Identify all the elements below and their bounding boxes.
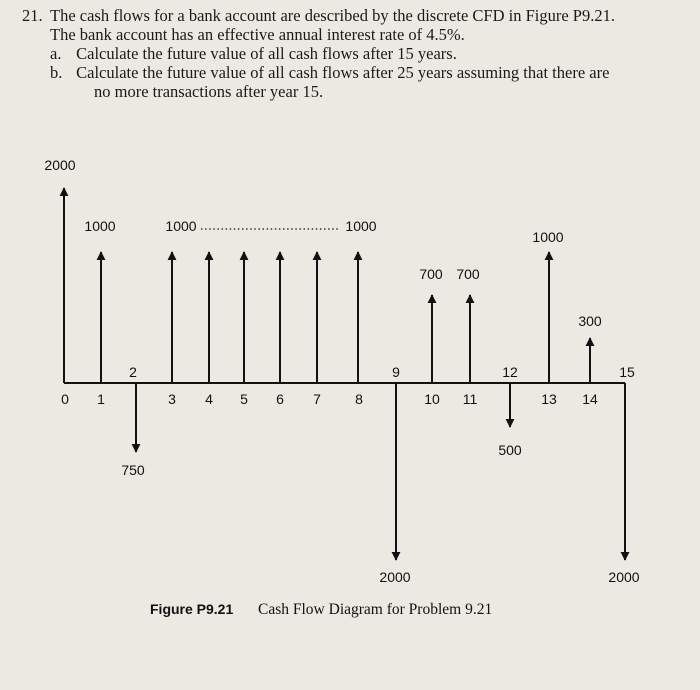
period-label-0: 0 bbox=[61, 391, 69, 407]
period-label-2: 2 bbox=[129, 364, 137, 380]
problem-text-2: The bank account has an effective annual interest rate of 4.5%. bbox=[50, 25, 465, 44]
period-label-11: 11 bbox=[462, 391, 478, 407]
period-label-8: 8 bbox=[355, 391, 363, 407]
period-label-3: 3 bbox=[168, 391, 176, 407]
part-b-label: b. bbox=[50, 63, 63, 82]
period-label-12: 12 bbox=[502, 364, 518, 380]
period-label-6: 6 bbox=[276, 391, 284, 407]
period-label-9: 9 bbox=[392, 364, 400, 380]
period-label-13: 13 bbox=[541, 391, 557, 407]
amount-label-p15: 2000 bbox=[608, 569, 640, 585]
amount-label-p10: 700 bbox=[419, 266, 443, 282]
amount-label-p14: 300 bbox=[578, 313, 602, 329]
amount-label-p11: 700 bbox=[456, 266, 480, 282]
amount-label-p12: 500 bbox=[498, 442, 522, 458]
part-b-text-1: Calculate the future value of all cash flows after 25 years assuming that there are bbox=[76, 63, 610, 82]
amount-label-p2: 750 bbox=[121, 462, 145, 478]
amount-label-p1: 1000 bbox=[84, 218, 116, 234]
period-label-7: 7 bbox=[313, 391, 321, 407]
period-label-1: 1 bbox=[97, 391, 105, 407]
part-a-text: Calculate the future value of all cash flows after 15 years. bbox=[76, 44, 457, 63]
period-label-15: 15 bbox=[619, 364, 635, 380]
problem-text-1: The cash flows for a bank account are described by the discrete CFD in Figure P9.21. bbox=[50, 6, 615, 25]
figure-title: Cash Flow Diagram for Problem 9.21 bbox=[258, 601, 493, 618]
problem-number: 21. bbox=[22, 6, 43, 25]
part-b-text-2: no more transactions after year 15. bbox=[94, 82, 324, 101]
amount-label-p9: 2000 bbox=[379, 569, 411, 585]
period-label-4: 4 bbox=[205, 391, 213, 407]
part-a-label: a. bbox=[50, 44, 62, 63]
amount-label-p13: 1000 bbox=[532, 229, 564, 245]
period-label-5: 5 bbox=[240, 391, 248, 407]
period-label-10: 10 bbox=[424, 391, 440, 407]
amount-label-series_end: 1000 bbox=[345, 218, 377, 234]
amount-label-p3: 1000 bbox=[165, 218, 197, 234]
amount-label-p0: 2000 bbox=[44, 157, 76, 173]
figure-label: Figure P9.21 bbox=[150, 601, 234, 617]
period-label-14: 14 bbox=[582, 391, 598, 407]
